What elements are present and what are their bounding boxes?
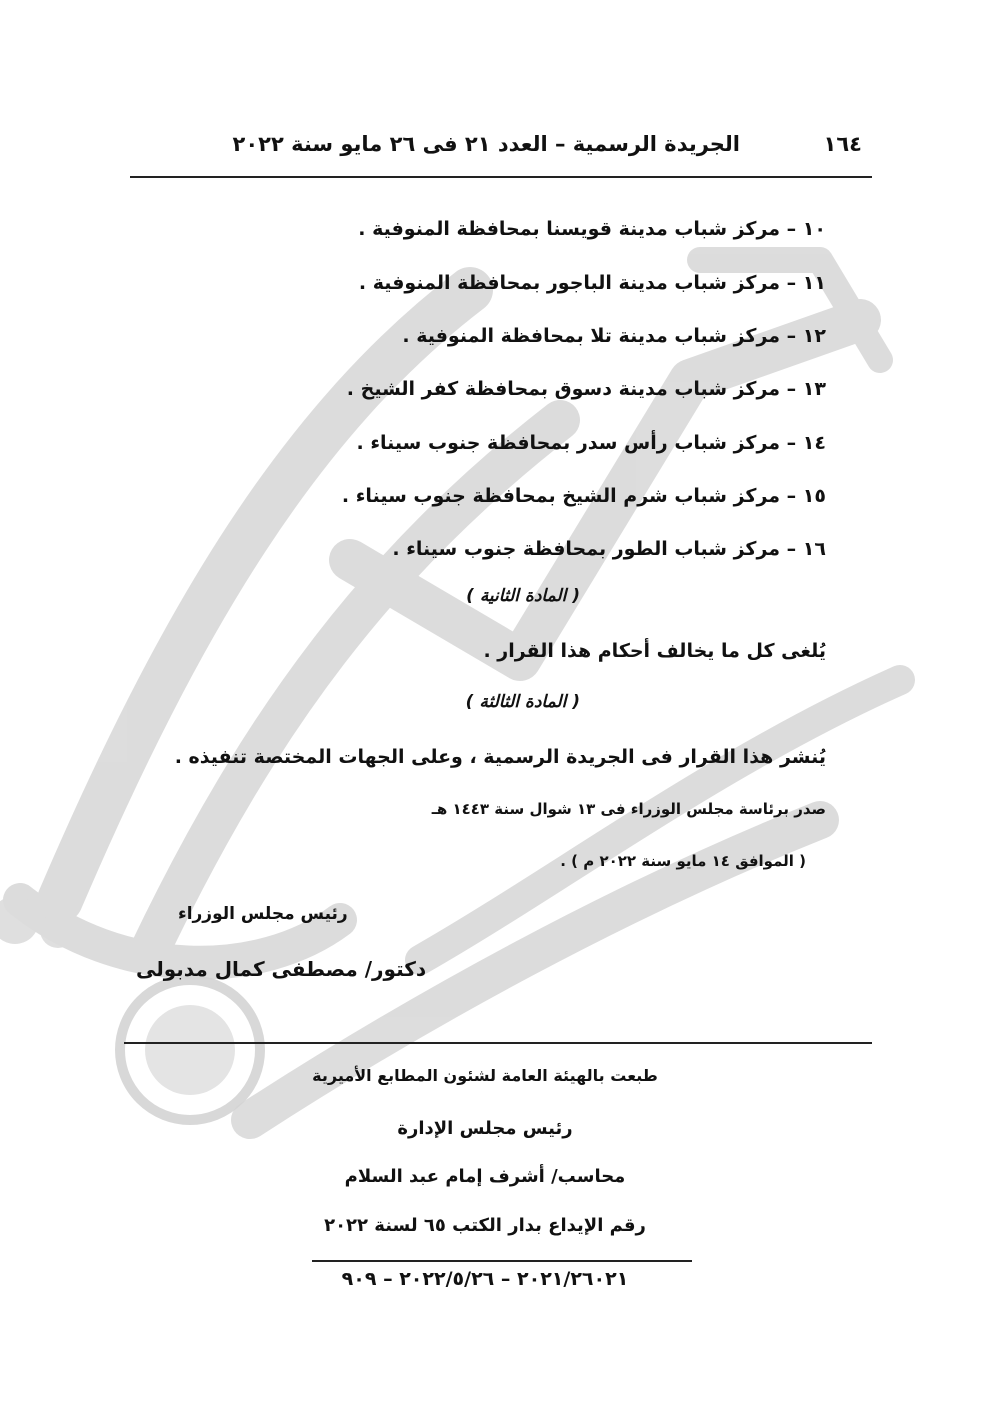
print-code: ٢٠٢١/٢٦٠٢١ – ٢٠٢٢/٥/٢٦ – ٩٠٩	[341, 1268, 629, 1290]
article-3-text: يُنشر هذا القرار فى الجريدة الرسمية ، وعلى الجهات المختصة تنفيذه .	[174, 746, 826, 768]
gazette-title: الجريدة الرسمية – العدد ٢١ فى ٢٦ مايو سنة ٢٠٢٢	[232, 132, 740, 156]
chairman-name: محاسب/ أشرف إمام عبد السلام	[344, 1166, 626, 1187]
deposit-number: رقم الإيداع بدار الكتب ٦٥ لسنة ٢٠٢٢	[324, 1215, 646, 1236]
code-divider	[312, 1260, 692, 1262]
page-number: ١٦٤	[823, 132, 862, 156]
article-2-text: يُلغى كل ما يخالف أحكام هذا القرار .	[483, 640, 826, 662]
chairman-title: رئيس مجلس الإدارة	[397, 1118, 573, 1139]
list-item: ١٤ – مركز شباب رأس سدر بمحافظة جنوب سيناء .	[356, 432, 826, 454]
list-item: ١٦ – مركز شباب الطور بمحافظة جنوب سيناء .	[392, 538, 826, 560]
list-item: ١٣ – مركز شباب مدينة دسوق بمحافظة كفر الشيخ .	[346, 378, 826, 400]
article-3-heading: ( المادة الثالثة )	[465, 692, 580, 712]
page-header	[130, 128, 870, 162]
issuance-date-hijri: صدر برئاسة مجلس الوزراء فى ١٣ شوال سنة ١٤٤٣ هـ	[431, 800, 826, 818]
issuance-date-gregorian: ( الموافق ١٤ مايو سنة ٢٠٢٢ م ) .	[560, 852, 806, 870]
footer-divider	[124, 1042, 872, 1044]
article-2-heading: ( المادة الثانية )	[466, 586, 580, 606]
printer-name: طبعت بالهيئة العامة لشئون المطابع الأميرية	[312, 1066, 658, 1085]
list-item: ١٥ – مركز شباب شرم الشيخ بمحافظة جنوب سيناء .	[341, 485, 826, 507]
signer-title: رئيس مجلس الوزراء	[178, 904, 348, 924]
list-item: ١٠ – مركز شباب مدينة قويسنا بمحافظة المنوفية .	[358, 218, 826, 240]
list-item: ١٢ – مركز شباب مدينة تلا بمحافظة المنوفية .	[402, 325, 826, 347]
header-divider	[130, 176, 872, 178]
list-item: ١١ – مركز شباب مدينة الباجور بمحافظة المنوفية .	[358, 272, 826, 294]
signer-name: دكتور/ مصطفى كمال مدبولى	[136, 957, 427, 981]
